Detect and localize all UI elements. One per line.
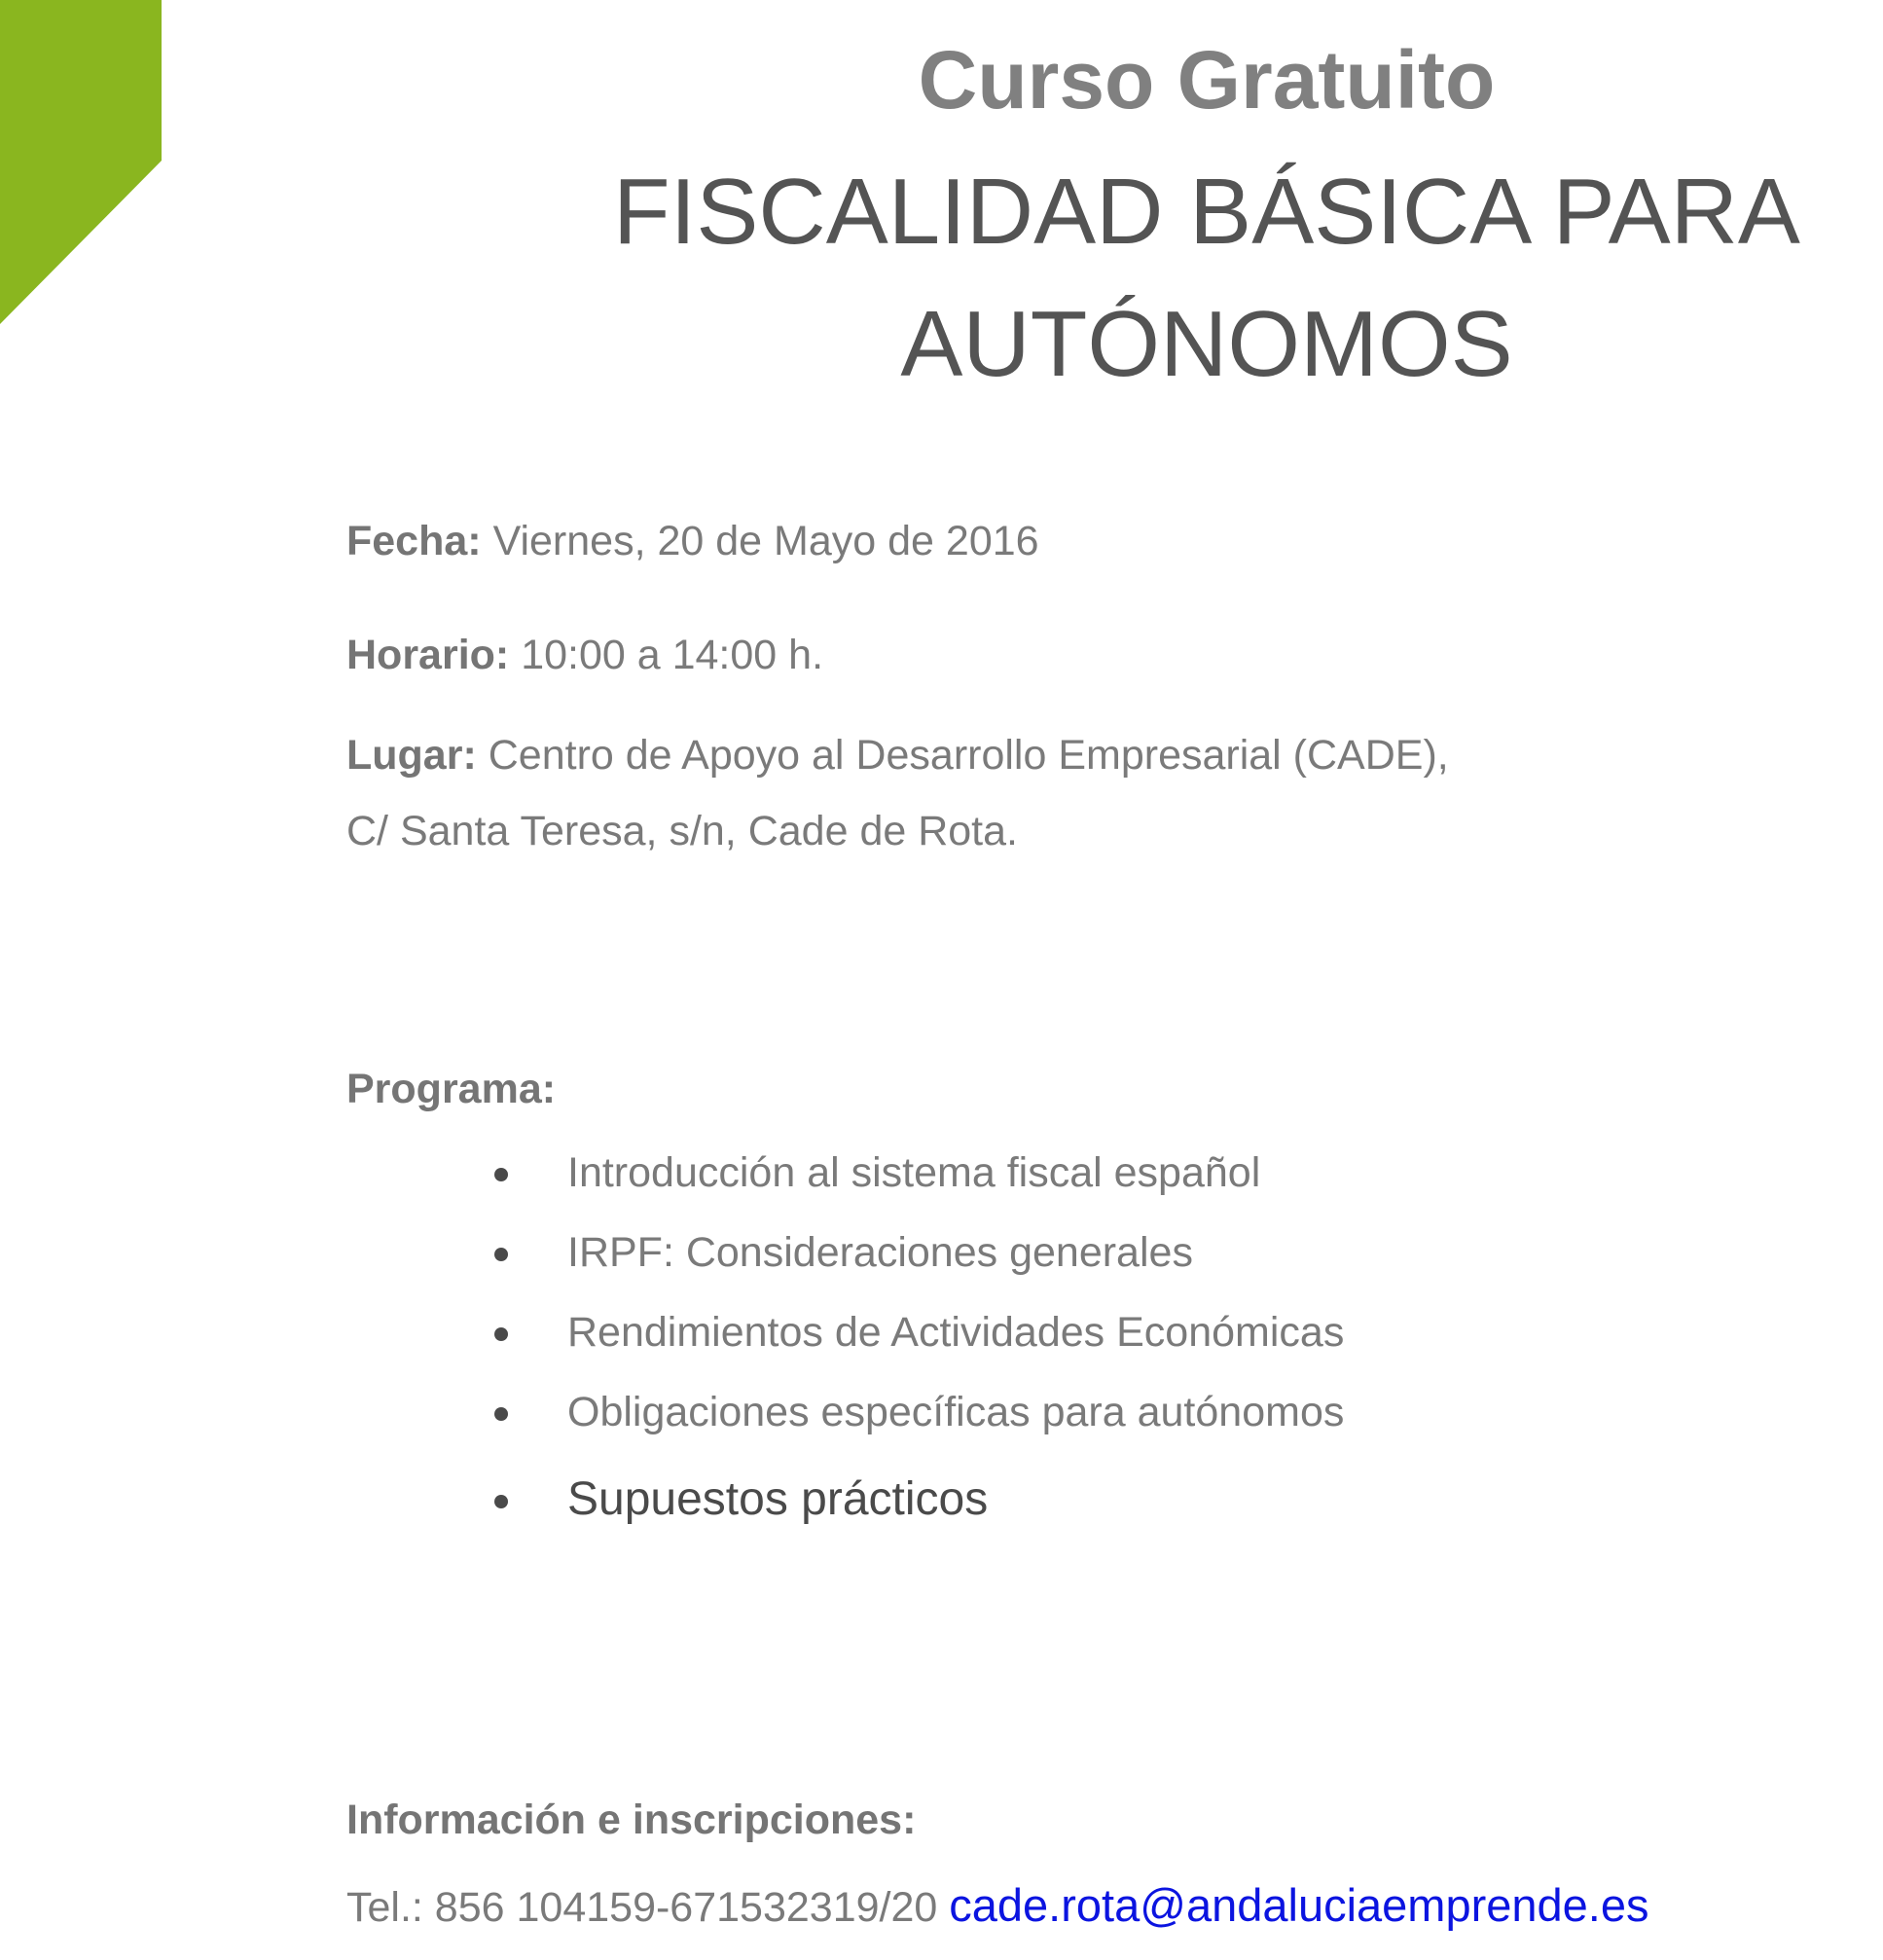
horario-value: 10:00 a 14:00 h. xyxy=(521,632,824,678)
programa-list xyxy=(487,1143,1344,1543)
list-item-text: Obligaciones específicas para autónomos xyxy=(567,1389,1345,1435)
bullet-icon xyxy=(494,1495,508,1508)
fecha-label: Fecha: xyxy=(346,518,482,564)
list-item-text: Supuestos prácticos xyxy=(567,1473,989,1525)
programa-label: Programa: xyxy=(346,1066,557,1112)
lugar-value: Centro de Apoyo al Desarrollo Empresarial (CADE), xyxy=(488,732,1449,779)
list-item-text: Introducción al sistema fiscal español xyxy=(567,1149,1261,1196)
course-kind: Curso Gratuito xyxy=(918,34,1496,126)
email-link[interactable]: cade.rota@andaluciaemprende.es xyxy=(949,1879,1649,1931)
bullet-icon xyxy=(494,1327,508,1341)
list-item-text: Rendimientos de Actividades Económicas xyxy=(567,1309,1345,1356)
phone-numbers: Tel.: 856 104159-671532319/20 xyxy=(346,1884,938,1931)
programa-row xyxy=(346,1060,556,1118)
lugar-label: Lugar: xyxy=(346,732,477,779)
horario-label: Horario: xyxy=(346,632,510,678)
lugar-row xyxy=(346,726,1449,784)
fecha-value: Viernes, 20 de Mayo de 2016 xyxy=(492,518,1039,564)
contact-label: Información e inscripciones: xyxy=(346,1797,917,1843)
list-item xyxy=(487,1223,1344,1303)
green-corner-shape xyxy=(0,0,165,331)
list-item xyxy=(487,1143,1344,1223)
contact-row xyxy=(346,1791,916,1849)
bullet-icon xyxy=(494,1248,508,1261)
list-item xyxy=(487,1383,1344,1463)
list-item xyxy=(487,1463,1344,1543)
lugar-address: C/ Santa Teresa, s/n, Cade de Rota. xyxy=(346,808,1018,854)
fecha-row xyxy=(346,512,1039,570)
course-title-line-2: AUTÓNOMOS xyxy=(900,292,1513,396)
course-title-line-1: FISCALIDAD BÁSICA PARA xyxy=(613,160,1800,264)
list-item xyxy=(487,1303,1344,1383)
contact-details xyxy=(346,1876,1649,1937)
list-item-text: IRPF: Consideraciones generales xyxy=(567,1229,1193,1276)
bullet-icon xyxy=(494,1168,508,1181)
bullet-icon xyxy=(494,1407,508,1421)
horario-row xyxy=(346,626,823,684)
course-title xyxy=(545,146,1868,411)
